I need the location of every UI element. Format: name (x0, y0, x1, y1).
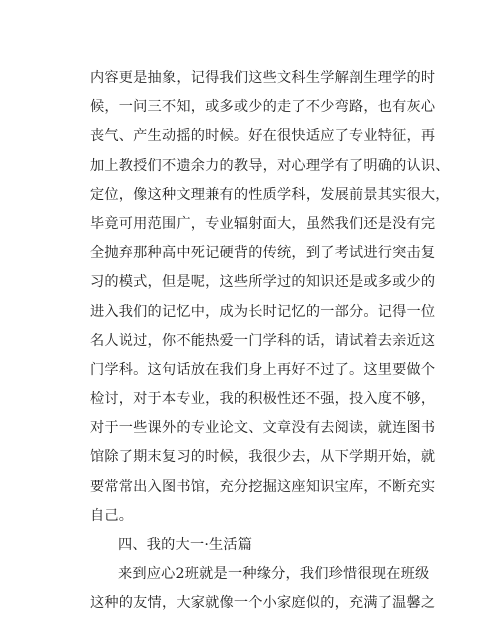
paragraph-line: 丧气、产生动摇的时候。好在很快适应了专业特征，再 (90, 128, 436, 145)
paragraph-line: 对于一些课外的专业论文、文章没有去阅读，就连图书 (90, 420, 436, 437)
paragraph-line: 自己。 (90, 507, 134, 524)
section-heading: 四、我的大一·生活篇 (118, 537, 253, 553)
paragraph-line: 馆除了期末复习的时候，我很少去，从下学期开始，就 (90, 449, 436, 466)
paragraph-line: 习的模式，但是呢，这些所学过的知识还是或多或少的 (90, 274, 436, 291)
paragraph-line: 内容更是抽象，记得我们这些文科生学解剖生理学的时 (90, 70, 436, 86)
paragraph-line: 候，一问三不知，或多或少的走了不少弯路，也有灰心 (90, 99, 436, 116)
paragraph-line: 检讨，对于本专业，我的积极性还不强，投入度不够， (90, 391, 436, 408)
paragraph-line: 全抛弃那种高中死记硬背的传统，到了考试进行突击复 (90, 245, 436, 262)
paragraph-line: 门学科。这句话放在我们身上再好不过了。这里要做个 (90, 361, 436, 378)
paragraph-line: 这种的友情，大家就像一个小家庭似的，充满了温馨之 (90, 595, 436, 612)
paragraph-line: 来到应心2班就是一种缘分，我们珍惜很现在班级 (118, 566, 430, 583)
paragraph-line: 加上教授们不遗余力的教导，对心理学有了明确的认识、 (90, 157, 450, 174)
paragraph-line: 名人说过，你不能热爱一门学科的话，请试着去亲近这 (90, 332, 436, 349)
paragraph-line: 毕竟可用范围广，专业辐射面大，虽然我们还是没有完 (90, 215, 436, 232)
document-body (90, 64, 450, 619)
paragraph-line: 要常常出入图书馆，充分挖掘这座知识宝库，不断充实 (90, 478, 436, 495)
paragraph-line: 定位，像这种文理兼有的性质学科，发展前景其实很大， (90, 186, 450, 203)
paragraph-line: 进入我们的记忆中，成为长时记忆的一部分。记得一位 (90, 303, 436, 320)
